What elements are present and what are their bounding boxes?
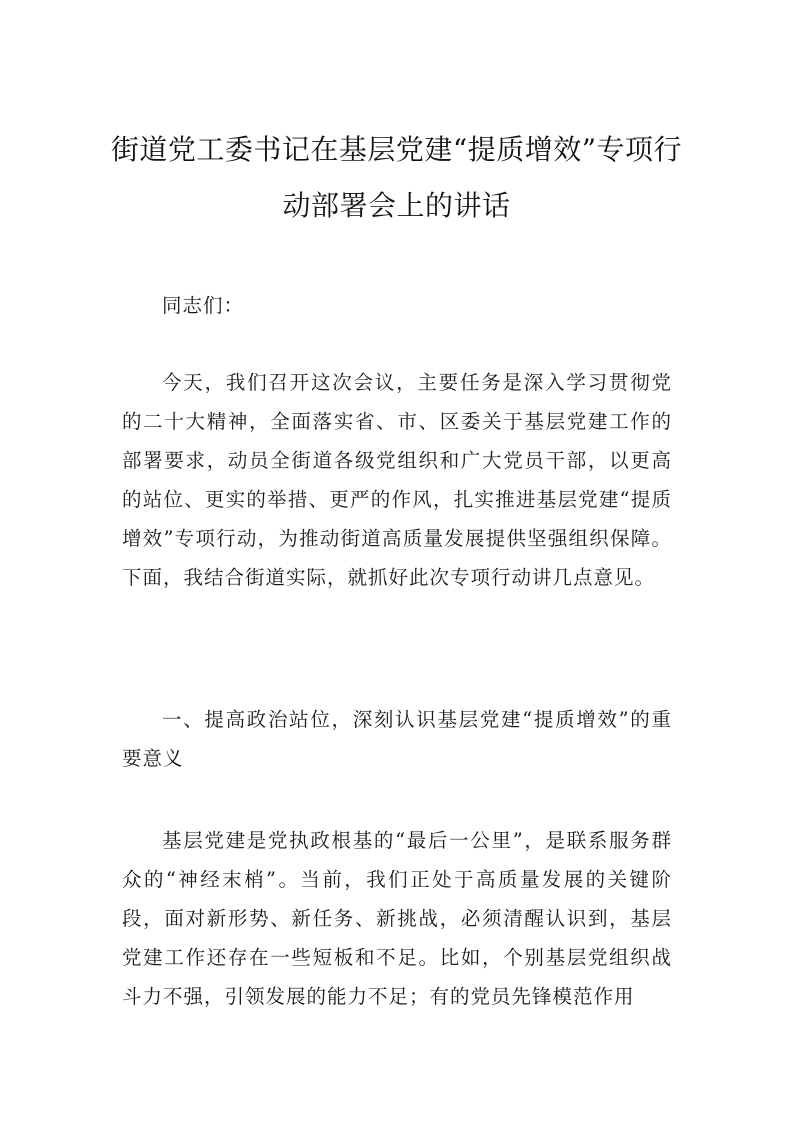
section-heading-1: 一、提高政治站位，深刻认识基层党建“提质增效”的重要意义 [122, 708, 672, 770]
document-title: 街道党工委书记在基层党建“提质增效”专项行动部署会上的讲话 [110, 133, 683, 222]
greeting-paragraph: 同志们： [162, 294, 245, 317]
intro-paragraph: 今天，我们召开这次会议，主要任务是深入学习贯彻党的二十大精神，全面落实省、市、区委关于基层党建工作的部署要求，动员全街道各级党组织和广大党员干部，以更高的站位、更实的举措、更严的作风，扎实推进基层党建“提质增效”专项行动，为推动街道高质量发展提供坚强组织保障。下面，我结合街道实际，就抓好此次专项行动讲几点意见。 [122, 371, 672, 589]
body-paragraph: 基层党建是党执政根基的“最后一公里”，是联系服务群众的“神经末梢”。当前，我们正处于高质量发展的关键阶段，面对新形势、新任务、新挑战，必须清醒认识到，基层党建工作还存在一些短板和不足。比如，个别基层党组织战斗力不强，引领发展的能力不足；有的党员先锋模范作用 [122, 829, 672, 1008]
